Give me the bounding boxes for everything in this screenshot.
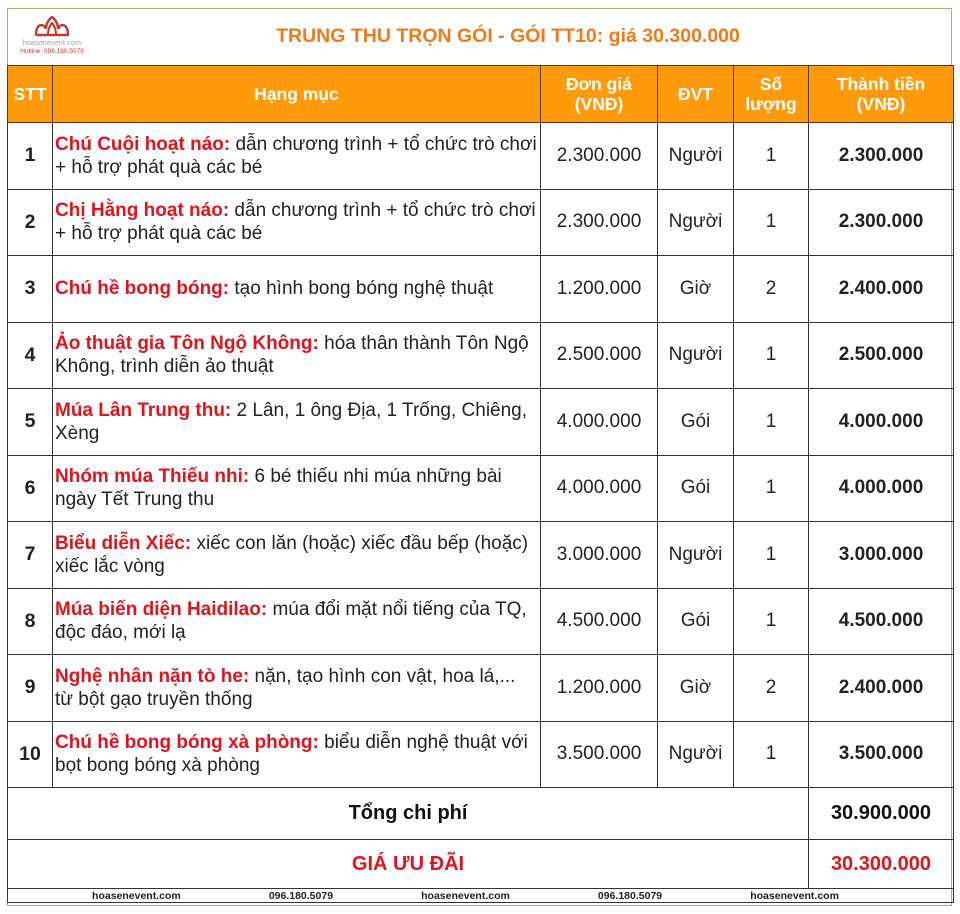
row-item <box>53 256 541 323</box>
sheet-header <box>8 9 951 66</box>
brand-logo <box>12 15 92 61</box>
footer-phone: 096.180.5079 <box>597 889 663 902</box>
row-price: 3.500.000 <box>541 721 658 788</box>
item-desc: tạo hình bong bóng nghệ thuật <box>229 278 494 300</box>
item-name: Chị Hằng hoạt náo: <box>55 200 230 222</box>
row-total: 4.000.000 <box>809 389 954 456</box>
row-total: 2.500.000 <box>809 322 954 389</box>
table-row <box>8 655 954 722</box>
row-qty: 1 <box>734 123 809 190</box>
item-desc: nặn, tạo hình con vật, hoa lá,... từ bột gạo truyền thống <box>55 665 516 710</box>
lotus-logo-icon <box>32 15 72 39</box>
item-desc: xiếc con lăn (hoặc) xiếc đầu bếp (hoặc) xiếc lắc vòng <box>55 532 529 577</box>
item-name: Chú hề bong bóng xà phòng: <box>55 732 319 754</box>
col-unit: ĐVT <box>658 66 734 123</box>
row-qty: 2 <box>734 655 809 722</box>
table-row <box>8 189 954 256</box>
col-item: Hạng mục <box>53 66 541 123</box>
row-stt: 10 <box>8 721 53 788</box>
row-item <box>53 721 541 788</box>
footer-site: hoasenevent.com <box>750 889 839 902</box>
col-total-line2: (VNĐ) <box>856 94 906 114</box>
row-unit: Gói <box>658 455 734 522</box>
row-unit: Giờ <box>658 256 734 323</box>
footer-site: hoasenevent.com <box>421 889 510 902</box>
row-stt: 6 <box>8 455 53 522</box>
row-price: 4.500.000 <box>541 588 658 655</box>
item-name: Biểu diễn Xiếc: <box>55 532 192 554</box>
row-unit: Người <box>658 189 734 256</box>
row-price: 2.300.000 <box>541 123 658 190</box>
row-price: 4.000.000 <box>541 389 658 456</box>
footer-cell <box>8 889 954 903</box>
table-row <box>8 256 954 323</box>
col-qty-line2: lượng <box>745 94 797 114</box>
row-price: 1.200.000 <box>541 655 658 722</box>
row-qty: 1 <box>734 721 809 788</box>
item-name: Múa biến diện Haidilao: <box>55 599 268 621</box>
page-title: TRUNG THU TRỌN GÓI - GÓI TT10: giá 30.300.000 <box>276 25 740 47</box>
row-total: 2.300.000 <box>809 123 954 190</box>
row-item <box>53 322 541 389</box>
row-unit: Gói <box>658 588 734 655</box>
col-stt: STT <box>8 66 53 123</box>
row-qty: 1 <box>734 522 809 589</box>
row-stt: 7 <box>8 522 53 589</box>
item-desc: 6 bé thiếu nhi múa những bài ngày Tết Trung thu <box>55 466 502 511</box>
row-stt: 2 <box>8 189 53 256</box>
row-unit: Người <box>658 522 734 589</box>
row-total: 3.500.000 <box>809 721 954 788</box>
row-stt: 3 <box>8 256 53 323</box>
row-price: 1.200.000 <box>541 256 658 323</box>
col-total <box>809 66 954 123</box>
item-name: Nhóm múa Thiếu nhi: <box>55 466 250 488</box>
quote-sheet <box>7 8 952 906</box>
row-price: 3.000.000 <box>541 522 658 589</box>
item-desc: 2 Lân, 1 ông Địa, 1 Trống, Chiêng, Xèng <box>55 399 528 444</box>
item-name: Ảo thuật gia Tôn Ngộ Không: <box>55 333 319 355</box>
row-stt: 8 <box>8 588 53 655</box>
row-item <box>53 189 541 256</box>
footer-phone: 096.180.5079 <box>268 889 334 902</box>
row-total: 3.000.000 <box>809 522 954 589</box>
row-qty: 1 <box>734 588 809 655</box>
footer-site: hoasenevent.com <box>92 889 181 902</box>
row-total: 4.500.000 <box>809 588 954 655</box>
item-desc: múa đổi mặt nổi tiếng của TQ, độc đáo, mới lạ <box>55 599 527 644</box>
item-desc: biểu diễn nghệ thuật với bọt bong bóng xà phòng <box>55 732 528 777</box>
table-row <box>8 389 954 456</box>
table-row <box>8 588 954 655</box>
col-qty-line1: Số <box>759 74 783 94</box>
price-table <box>7 65 954 903</box>
row-item <box>53 455 541 522</box>
col-price <box>541 66 658 123</box>
table-row <box>8 455 954 522</box>
row-unit: Gói <box>658 389 734 456</box>
table-row <box>8 522 954 589</box>
row-total: 2.400.000 <box>809 256 954 323</box>
row-total: 2.400.000 <box>809 655 954 722</box>
deal-price-label: GIÁ ƯU ĐÃI <box>8 840 809 889</box>
item-desc: hóa thân thành Tôn Ngộ Không, trình diễn ảo thuật <box>55 333 529 378</box>
row-qty: 1 <box>734 455 809 522</box>
logo-hotline: Hotline: 096.180.5079 <box>20 48 84 55</box>
row-unit: Giờ <box>658 655 734 722</box>
row-price: 4.000.000 <box>541 455 658 522</box>
row-qty: 2 <box>734 256 809 323</box>
col-qty <box>734 66 809 123</box>
row-qty: 1 <box>734 189 809 256</box>
row-unit: Người <box>658 322 734 389</box>
row-price: 2.500.000 <box>541 322 658 389</box>
item-name: Múa Lân Trung thu: <box>55 399 232 421</box>
row-unit: Người <box>658 123 734 190</box>
item-name: Chú hề bong bóng: <box>55 278 230 300</box>
total-cost-value: 30.900.000 <box>809 788 954 840</box>
table-row <box>8 123 954 190</box>
row-stt: 5 <box>8 389 53 456</box>
row-stt: 4 <box>8 322 53 389</box>
table-row <box>8 322 954 389</box>
row-price: 2.300.000 <box>541 189 658 256</box>
item-name: Nghệ nhân nặn tò he: <box>55 665 250 687</box>
total-cost-label: Tổng chi phí <box>8 788 809 840</box>
row-stt: 1 <box>8 123 53 190</box>
item-desc: dẫn chương trình + tổ chức trò chơi + hỗ trợ phát quà các bé <box>55 200 536 245</box>
row-total: 4.000.000 <box>809 455 954 522</box>
row-unit: Người <box>658 721 734 788</box>
col-total-line1: Thành tiền <box>836 74 926 94</box>
footer-row <box>8 889 954 903</box>
logo-site: hoasenevent.com <box>22 40 82 47</box>
table-row <box>8 721 954 788</box>
row-item <box>53 522 541 589</box>
row-item <box>53 123 541 190</box>
table-header-row <box>8 66 954 123</box>
deal-price-row <box>8 840 954 889</box>
item-desc: dẫn chương trình + tổ chức trò chơi + hỗ trợ phát quà các bé <box>55 133 537 178</box>
row-item <box>53 655 541 722</box>
row-total: 2.300.000 <box>809 189 954 256</box>
row-item <box>53 588 541 655</box>
row-stt: 9 <box>8 655 53 722</box>
row-qty: 1 <box>734 322 809 389</box>
item-name: Chú Cuội hoạt náo: <box>55 133 231 155</box>
row-item <box>53 389 541 456</box>
row-qty: 1 <box>734 389 809 456</box>
col-price-line1: Đơn giá <box>566 74 632 94</box>
col-price-line2: (VNĐ) <box>574 94 624 114</box>
total-cost-row <box>8 788 954 840</box>
deal-price-value: 30.300.000 <box>809 840 954 889</box>
